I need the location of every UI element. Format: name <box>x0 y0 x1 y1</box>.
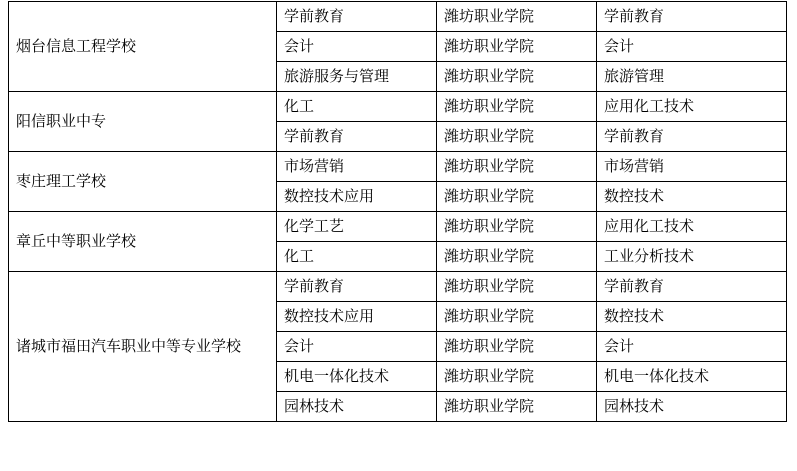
target-major-cell: 市场营销 <box>597 152 787 182</box>
table-row <box>9 212 787 242</box>
college-cell: 潍坊职业学院 <box>437 182 597 212</box>
college-cell: 潍坊职业学院 <box>437 212 597 242</box>
school-name-cell: 枣庄理工学校 <box>9 152 277 212</box>
target-major-cell: 学前教育 <box>597 272 787 302</box>
college-cell: 潍坊职业学院 <box>437 332 597 362</box>
target-major-cell: 机电一体化技术 <box>597 362 787 392</box>
target-major-cell: 会计 <box>597 32 787 62</box>
major-cell: 会计 <box>277 32 437 62</box>
major-cell: 学前教育 <box>277 2 437 32</box>
college-cell: 潍坊职业学院 <box>437 152 597 182</box>
target-major-cell: 会计 <box>597 332 787 362</box>
college-cell: 潍坊职业学院 <box>437 362 597 392</box>
target-major-cell: 旅游管理 <box>597 62 787 92</box>
college-cell: 潍坊职业学院 <box>437 302 597 332</box>
major-cell: 化工 <box>277 242 437 272</box>
cooperation-table <box>8 1 787 422</box>
table-body <box>9 2 787 422</box>
major-cell: 机电一体化技术 <box>277 362 437 392</box>
target-major-cell: 园林技术 <box>597 392 787 422</box>
college-cell: 潍坊职业学院 <box>437 242 597 272</box>
major-cell: 化学工艺 <box>277 212 437 242</box>
document-page <box>0 1 797 471</box>
target-major-cell: 工业分析技术 <box>597 242 787 272</box>
college-cell: 潍坊职业学院 <box>437 272 597 302</box>
school-name-cell: 烟台信息工程学校 <box>9 2 277 92</box>
major-cell: 数控技术应用 <box>277 182 437 212</box>
college-cell: 潍坊职业学院 <box>437 92 597 122</box>
major-cell: 市场营销 <box>277 152 437 182</box>
major-cell: 学前教育 <box>277 272 437 302</box>
target-major-cell: 应用化工技术 <box>597 92 787 122</box>
table-row <box>9 2 787 32</box>
school-name-cell: 诸城市福田汽车职业中等专业学校 <box>9 272 277 422</box>
target-major-cell: 学前教育 <box>597 2 787 32</box>
major-cell: 数控技术应用 <box>277 302 437 332</box>
target-major-cell: 数控技术 <box>597 302 787 332</box>
college-cell: 潍坊职业学院 <box>437 62 597 92</box>
major-cell: 学前教育 <box>277 122 437 152</box>
college-cell: 潍坊职业学院 <box>437 122 597 152</box>
school-name-cell: 章丘中等职业学校 <box>9 212 277 272</box>
major-cell: 园林技术 <box>277 392 437 422</box>
table-row <box>9 152 787 182</box>
table-row <box>9 92 787 122</box>
target-major-cell: 应用化工技术 <box>597 212 787 242</box>
college-cell: 潍坊职业学院 <box>437 32 597 62</box>
table-row <box>9 272 787 302</box>
target-major-cell: 数控技术 <box>597 182 787 212</box>
college-cell: 潍坊职业学院 <box>437 392 597 422</box>
college-cell: 潍坊职业学院 <box>437 2 597 32</box>
major-cell: 会计 <box>277 332 437 362</box>
school-name-cell: 阳信职业中专 <box>9 92 277 152</box>
major-cell: 旅游服务与管理 <box>277 62 437 92</box>
target-major-cell: 学前教育 <box>597 122 787 152</box>
major-cell: 化工 <box>277 92 437 122</box>
